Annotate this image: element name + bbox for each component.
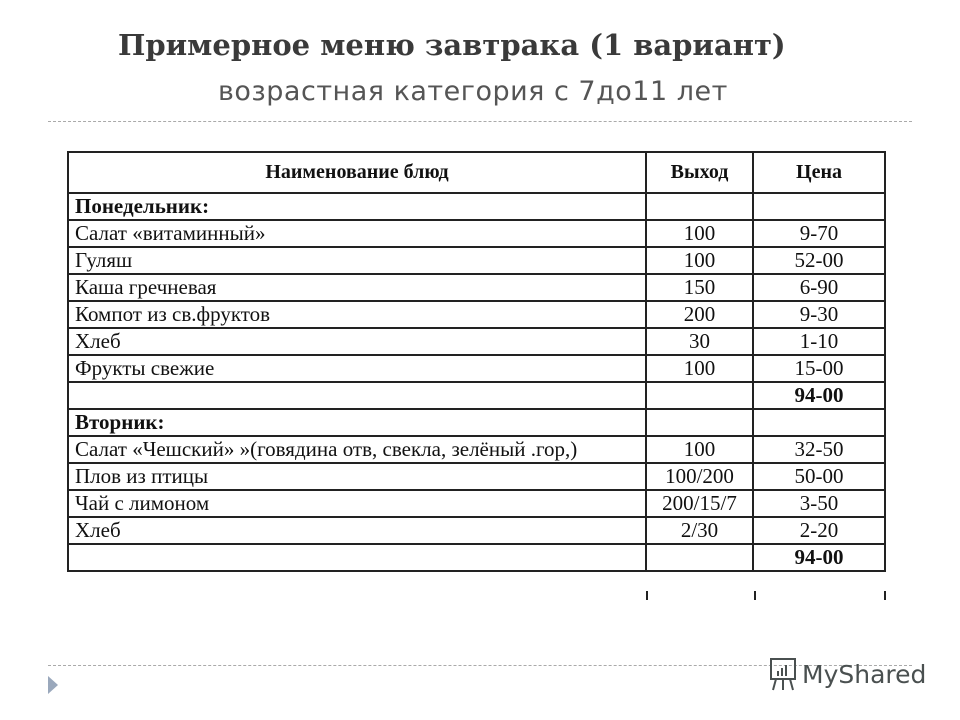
price-cell: 9-30 [753, 301, 885, 328]
dish-cell: Салат «Чешский» »(говядина отв, свекла, зелёный .гор,) [68, 436, 646, 463]
output-cell: 100 [646, 436, 753, 463]
table-row [68, 463, 885, 490]
dish-cell: Гуляш [68, 247, 646, 274]
dish-cell: Плов из птицы [68, 463, 646, 490]
price-cell: 9-70 [753, 220, 885, 247]
price-cell: 52-00 [753, 247, 885, 274]
dish-cell: Понедельник: [68, 193, 646, 220]
slide-title: Примерное меню завтрака (1 вариант) [118, 28, 786, 62]
output-cell: 100/200 [646, 463, 753, 490]
price-cell: 2-20 [753, 517, 885, 544]
column-line [646, 591, 648, 600]
dish-cell: Компот из св.фруктов [68, 301, 646, 328]
table-row [68, 220, 885, 247]
dish-cell: Вторник: [68, 409, 646, 436]
presentation-board-icon [768, 656, 798, 692]
output-cell: 100 [646, 355, 753, 382]
output-cell: 200 [646, 301, 753, 328]
price-cell: 1-10 [753, 328, 885, 355]
dish-cell: Каша гречневая [68, 274, 646, 301]
output-cell: 100 [646, 247, 753, 274]
myshared-logo [768, 656, 926, 692]
dish-cell: Фрукты свежие [68, 355, 646, 382]
day-row [68, 409, 885, 436]
output-cell: 30 [646, 328, 753, 355]
output-cell: 100 [646, 220, 753, 247]
table-row [68, 436, 885, 463]
price-cell: 94-00 [753, 544, 885, 571]
day-row [68, 193, 885, 220]
divider-top [48, 121, 912, 122]
column-line [884, 591, 886, 600]
price-cell: 50-00 [753, 463, 885, 490]
table-row [68, 490, 885, 517]
bullet-arrow-icon [48, 676, 58, 694]
dish-cell [68, 382, 646, 409]
total-row [68, 382, 885, 409]
output-cell: 150 [646, 274, 753, 301]
table-cutoff [67, 591, 886, 600]
column-line [754, 591, 756, 600]
output-cell: 2/30 [646, 517, 753, 544]
price-cell [753, 193, 885, 220]
table-row [68, 517, 885, 544]
header-output: Выход [646, 152, 753, 193]
table-row [68, 301, 885, 328]
output-cell [646, 193, 753, 220]
price-cell [753, 409, 885, 436]
dish-cell: Хлеб [68, 328, 646, 355]
output-cell [646, 409, 753, 436]
total-row [68, 544, 885, 571]
dish-cell: Чай с лимоном [68, 490, 646, 517]
output-cell: 200/15/7 [646, 490, 753, 517]
price-cell: 6-90 [753, 274, 885, 301]
dish-cell: Салат «витаминный» [68, 220, 646, 247]
price-cell: 3-50 [753, 490, 885, 517]
menu-table [67, 151, 886, 572]
price-cell: 94-00 [753, 382, 885, 409]
output-cell [646, 544, 753, 571]
table-row [68, 247, 885, 274]
price-cell: 15-00 [753, 355, 885, 382]
header-price: Цена [753, 152, 885, 193]
dish-cell [68, 544, 646, 571]
table-header-row [68, 152, 885, 193]
slide-subtitle: возрастная категория с 7до11 лет [218, 76, 728, 107]
header-dish: Наименование блюд [68, 152, 646, 193]
table-row [68, 355, 885, 382]
output-cell [646, 382, 753, 409]
table-row [68, 328, 885, 355]
dish-cell: Хлеб [68, 517, 646, 544]
logo-text: MyShared [802, 659, 927, 689]
price-cell: 32-50 [753, 436, 885, 463]
table-row [68, 274, 885, 301]
